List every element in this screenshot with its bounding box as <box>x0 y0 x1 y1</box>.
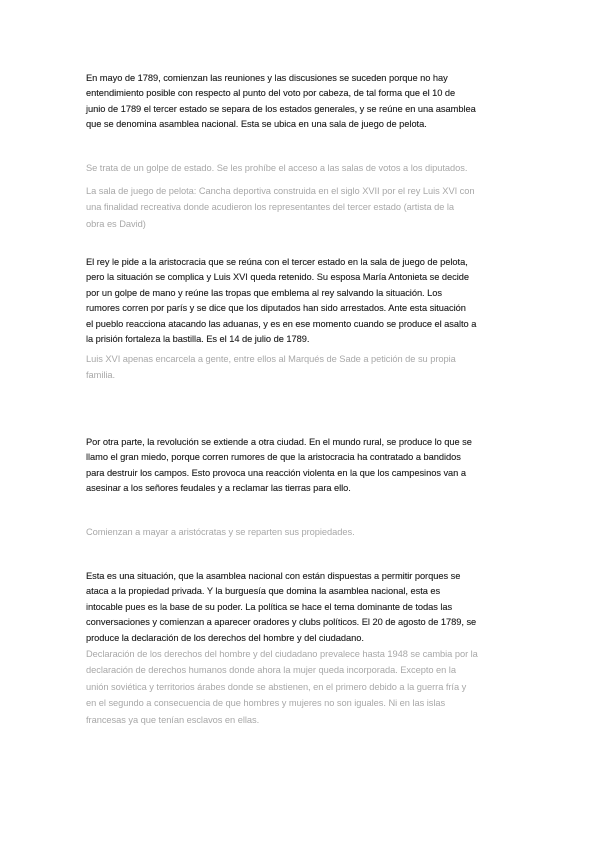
text-line: intocable pues es la base de su poder. La política se hace el tema dominante de todas las <box>86 601 453 612</box>
text-line: conversaciones y comienzan a aparecer oradores y clubs políticos. El 20 de agosto de 1789, se <box>86 617 477 628</box>
text-line: unión soviética y territorios árabes donde se abstienen, en el primero debido a la guerra fría y <box>86 681 467 692</box>
text-line: la prisión fortaleza la bastilla. Es el 14 de julio de 1789. <box>86 334 310 345</box>
paragraph-aristocratas <box>86 524 522 540</box>
paragraph-asamblea-nacional <box>86 71 522 133</box>
text-line: junio de 1789 el tercer estado se separa de los estados generales, y se reúne en una asamblea <box>86 103 476 114</box>
text-line: por un golpe de mano y reúne las tropas que emblema al rey salvando la situación. Los <box>86 287 442 298</box>
text-line: francesas ya que tenían esclavos en ellas. <box>86 714 260 725</box>
paragraph-golpe-de-estado <box>86 160 522 176</box>
text-line: pero la situación se complica y Luis XVI queda retenido. Su esposa María Antonieta se decide <box>86 272 470 283</box>
text-line: Esta es una situación, que la asamblea nacional con están dispuestas a permitir porques se <box>86 571 461 581</box>
text-line: Se trata de un golpe de estado. Se les prohíbe el acceso a las salas de votos a los diputados. <box>86 163 468 173</box>
paragraph-sala-juego-pelota <box>86 183 522 232</box>
text-line: La sala de juego de pelota: Cancha deportiva construida en el siglo XVII por el rey Luis XVI con <box>86 186 475 196</box>
text-line: en el segundo a consecuencia de que hombres y mujeres no son iguales. Ni en las islas <box>86 698 446 709</box>
text-line: una finalidad recreativa donde acudieron los representantes del tercer estado (artista de la <box>86 202 455 213</box>
text-line: En mayo de 1789, comienzan las reuniones y las discusiones se suceden porque no hay <box>86 73 448 83</box>
text-line: Comienzan a mayar a aristócratas y se reparten sus propiedades. <box>86 527 355 537</box>
text-line: Por otra parte, la revolución se extiende a otra ciudad. En el mundo rural, se produce lo que se <box>86 437 472 447</box>
text-line: Declaración de los derechos del hombre y del ciudadano prevalece hasta 1948 se cambia por la <box>86 649 478 659</box>
text-line: llamo el gran miedo, porque corren rumores de que la aristocracia ha contratado a bandidos <box>86 452 461 463</box>
paragraph-declaracion-derechos <box>86 569 522 646</box>
text-line: declaración de derechos humanos donde ahora la mujer queda incorporada. Excepto en la <box>86 665 456 676</box>
text-line: obra es David) <box>86 218 146 229</box>
text-line: Luis XVI apenas encarcela a gente, entre ellos al Marqués de Sade a petición de su propia <box>86 354 456 364</box>
paragraph-gran-miedo <box>86 435 522 497</box>
text-line: que se denomina asamblea nacional. Esta se ubica en una sala de juego de pelota. <box>86 119 427 130</box>
text-line: produce la declaración de los derechos del hombre y del ciudadano. <box>86 632 364 643</box>
paragraph-derechos-humanos <box>86 646 522 728</box>
text-line: rumores corren por parís y se dice que los diputados han sido arrestados. Ante esta situación <box>86 303 466 314</box>
text-line: entendimiento posible con respecto al punto del voto por cabeza, de tal forma que el 10 de <box>86 88 456 99</box>
text-line: el pueblo reacciona atacando las aduanas, y es en ese momento cuando se produce el asalto a <box>86 318 477 329</box>
text-line: para destruir los campos. Esto provoca una reacción violenta en la que los campesinos van a <box>86 467 466 478</box>
text-line: asesinar a los señores feudales y a reclamar las tierras para ello. <box>86 483 351 494</box>
paragraph-bastilla <box>86 255 522 347</box>
text-line: familia. <box>86 370 116 381</box>
text-line: ataca a la propiedad privada. Y la burguesía que domina la asamblea nacional, esta es <box>86 586 441 597</box>
text-line: El rey le pide a la aristocracia que se reúna con el tercer estado en la sala de juego de pelota, <box>86 257 468 267</box>
paragraph-marques-de-sade <box>86 351 522 384</box>
